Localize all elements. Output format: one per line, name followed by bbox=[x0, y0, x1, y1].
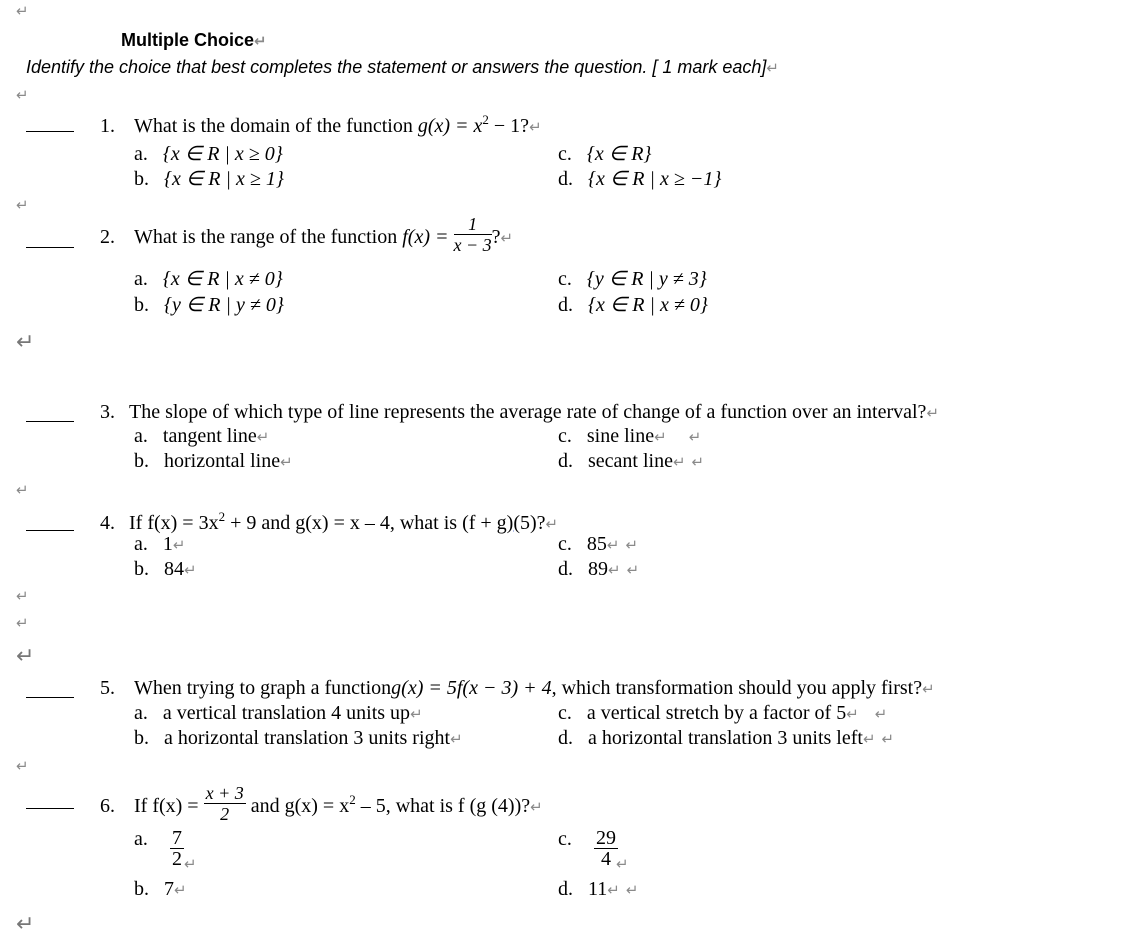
paragraph-mark: ↵ bbox=[862, 730, 876, 748]
question-text: The slope of which type of line represents the average rate of change of a function over an interval? bbox=[129, 401, 927, 423]
answer-blank[interactable] bbox=[26, 697, 74, 698]
choice-label: a. bbox=[134, 425, 148, 447]
choice-b[interactable] bbox=[134, 558, 197, 581]
paragraph-mark: ↵ bbox=[16, 644, 35, 669]
choice-label: c. bbox=[558, 268, 572, 290]
paragraph-mark: ↵ bbox=[184, 855, 197, 873]
choice-text: {x ∈ R | x ≥ −1} bbox=[588, 168, 722, 190]
paragraph-mark: ↵ bbox=[184, 561, 197, 579]
paragraph-mark: ↵ bbox=[625, 881, 639, 899]
section-title bbox=[121, 30, 267, 51]
question-text: If f(x) = bbox=[134, 795, 199, 817]
choice-text: {x ∈ R | x ≥ 0} bbox=[162, 143, 283, 165]
choice-label: a. bbox=[134, 533, 148, 555]
choice-a[interactable] bbox=[134, 828, 148, 851]
choice-label: d. bbox=[558, 558, 573, 580]
choice-c[interactable] bbox=[558, 141, 651, 166]
question-number: 1. bbox=[100, 115, 115, 137]
section-title-text: Multiple Choice bbox=[121, 30, 255, 50]
paragraph-mark: ↵ bbox=[16, 196, 29, 214]
choice-c[interactable] bbox=[558, 702, 887, 725]
paragraph-mark: ↵ bbox=[280, 453, 293, 471]
paragraph-mark: ↵ bbox=[874, 705, 888, 723]
choice-b[interactable] bbox=[134, 450, 293, 473]
question-3 bbox=[100, 401, 939, 424]
superscript: 2 bbox=[349, 792, 356, 807]
choice-label: a. bbox=[134, 268, 148, 290]
question-number: 4. bbox=[100, 512, 115, 534]
choice-text: a horizontal translation 3 units right bbox=[164, 727, 451, 749]
paragraph-mark: ↵ bbox=[654, 428, 667, 446]
choice-label: c. bbox=[558, 702, 572, 724]
question-text-end: (5)? bbox=[513, 512, 546, 534]
fraction-denominator: 2 bbox=[220, 803, 230, 824]
question-number: 2. bbox=[100, 226, 115, 248]
choice-d[interactable] bbox=[558, 727, 894, 750]
choice-b[interactable] bbox=[134, 878, 187, 901]
choice-text: 7 bbox=[164, 878, 174, 900]
paragraph-mark: ↵ bbox=[922, 680, 935, 698]
question-text-mid: + 9 and g(x) = x – 4, what is (f + bbox=[225, 512, 497, 534]
choice-c[interactable] bbox=[558, 425, 701, 448]
paragraph-mark: ↵ bbox=[607, 881, 620, 899]
paragraph-mark: ↵ bbox=[410, 705, 423, 723]
fraction-numerator: 7 bbox=[172, 827, 182, 849]
choice-d[interactable] bbox=[558, 450, 704, 473]
paragraph-mark: ↵ bbox=[16, 614, 29, 632]
paragraph-mark: ↵ bbox=[688, 428, 702, 446]
paragraph-mark: ↵ bbox=[545, 515, 559, 533]
paragraph-mark: ↵ bbox=[846, 705, 859, 723]
fraction bbox=[204, 783, 246, 824]
fraction-numerator: x + 3 bbox=[205, 782, 244, 803]
paragraph-mark: ↵ bbox=[16, 757, 29, 775]
paragraph-mark: ↵ bbox=[16, 912, 35, 937]
choice-a[interactable] bbox=[134, 425, 269, 448]
question-text-end: – 5, what is f (g (4))? bbox=[355, 795, 531, 817]
question-text: What is the range of the function bbox=[134, 226, 403, 248]
math-expression: f(x) = bbox=[402, 226, 449, 248]
paragraph-mark: ↵ bbox=[626, 561, 640, 579]
question-2 bbox=[100, 212, 513, 263]
math-expression: g(x) = 5f(x − 3) + 4 bbox=[391, 677, 552, 699]
choice-c[interactable] bbox=[558, 828, 572, 851]
instructions-text: Identify the choice that best completes the statement or answers the question. [ 1 mark each] bbox=[26, 57, 767, 77]
question-1 bbox=[100, 112, 542, 138]
choice-label: b. bbox=[134, 294, 149, 316]
choice-label: b. bbox=[134, 450, 149, 472]
choice-label: d. bbox=[558, 878, 573, 900]
paragraph-mark: ↵ bbox=[625, 536, 639, 554]
choice-text: a vertical stretch by a factor of 5 bbox=[586, 702, 847, 724]
choice-text: a vertical translation 4 units up bbox=[162, 702, 411, 724]
choice-label: b. bbox=[134, 878, 149, 900]
paragraph-mark: ↵ bbox=[174, 881, 187, 899]
choice-b[interactable] bbox=[134, 292, 284, 317]
choice-text: {x ∈ R | x ≥ 1} bbox=[164, 168, 284, 190]
choice-text: {x ∈ R} bbox=[586, 143, 652, 165]
choice-text: {y ∈ R | y ≠ 3} bbox=[586, 268, 707, 290]
choice-text: horizontal line bbox=[164, 450, 281, 472]
answer-blank[interactable] bbox=[26, 530, 74, 531]
choice-a[interactable] bbox=[134, 141, 283, 166]
choice-c-fraction bbox=[594, 828, 618, 869]
choice-text: {y ∈ R | y ≠ 0} bbox=[164, 294, 284, 316]
choice-b[interactable] bbox=[134, 166, 284, 191]
choice-label: d. bbox=[558, 168, 573, 190]
choice-label: b. bbox=[134, 727, 149, 749]
question-4 bbox=[100, 509, 558, 535]
choice-text: {x ∈ R | x ≠ 0} bbox=[162, 268, 283, 290]
question-5 bbox=[100, 677, 935, 700]
answer-blank[interactable] bbox=[26, 421, 74, 422]
math-expression: g(x) = x bbox=[417, 115, 483, 137]
choice-label: a. bbox=[134, 828, 148, 850]
paragraph-mark: ↵ bbox=[530, 798, 543, 816]
paragraph-mark: ↵ bbox=[691, 453, 705, 471]
choice-label: d. bbox=[558, 450, 573, 472]
instructions bbox=[26, 57, 779, 78]
question-6 bbox=[100, 776, 543, 831]
paragraph-mark: ↵ bbox=[16, 330, 35, 355]
paragraph-mark: ↵ bbox=[254, 32, 267, 50]
paragraph-mark: ↵ bbox=[926, 404, 940, 422]
choice-text: tangent line bbox=[162, 425, 257, 447]
choice-label: a. bbox=[134, 143, 148, 165]
choice-text: secant line bbox=[588, 450, 673, 472]
choice-text: sine line bbox=[586, 425, 655, 447]
choice-c[interactable] bbox=[558, 266, 707, 291]
choice-d[interactable] bbox=[558, 166, 721, 191]
choice-c[interactable] bbox=[558, 533, 638, 556]
paragraph-mark: ↵ bbox=[16, 481, 29, 499]
question-text: What is the domain of the function bbox=[134, 115, 418, 137]
paragraph-mark: ↵ bbox=[608, 561, 621, 579]
fraction-numerator: 1 bbox=[454, 214, 492, 235]
question-number: 5. bbox=[100, 677, 115, 699]
answer-blank[interactable] bbox=[26, 808, 74, 809]
underlined-text: g) bbox=[496, 512, 514, 534]
choice-a-fraction bbox=[170, 828, 184, 869]
choice-d[interactable] bbox=[558, 878, 638, 901]
choice-d[interactable] bbox=[558, 558, 639, 581]
choice-text: 85 bbox=[586, 533, 607, 555]
paragraph-mark: ↵ bbox=[450, 730, 463, 748]
choice-a[interactable] bbox=[134, 266, 283, 291]
choice-text: 84 bbox=[164, 558, 184, 580]
paragraph-mark: ↵ bbox=[172, 536, 186, 554]
paragraph-mark: ↵ bbox=[256, 428, 270, 446]
choice-text: 89 bbox=[588, 558, 608, 580]
question-text: If f(x) = 3x bbox=[129, 512, 219, 534]
choice-a[interactable] bbox=[134, 702, 423, 725]
question-text: When trying to graph a function bbox=[134, 677, 392, 699]
answer-blank[interactable] bbox=[26, 131, 74, 132]
superscript: 2 bbox=[482, 112, 489, 127]
choice-label: c. bbox=[558, 425, 572, 447]
choice-a[interactable] bbox=[134, 533, 185, 556]
paragraph-mark: ↵ bbox=[500, 229, 514, 247]
choice-label: c. bbox=[558, 828, 572, 850]
paragraph-mark: ↵ bbox=[16, 86, 29, 104]
choice-text: a horizontal translation 3 units left bbox=[588, 727, 863, 749]
choice-text: 11 bbox=[588, 878, 608, 900]
choice-label: c. bbox=[558, 533, 572, 555]
paragraph-mark: ↵ bbox=[606, 536, 620, 554]
paragraph-mark: ↵ bbox=[766, 59, 779, 77]
question-number: 3. bbox=[100, 401, 115, 423]
question-number: 6. bbox=[100, 795, 115, 817]
fraction-numerator: 29 bbox=[596, 827, 616, 849]
question-text-end: − 1? bbox=[488, 115, 530, 137]
fraction-denominator: 4 bbox=[601, 848, 611, 870]
paragraph-mark: ↵ bbox=[616, 855, 629, 873]
paragraph-mark: ↵ bbox=[16, 2, 29, 20]
choice-label: b. bbox=[134, 558, 149, 580]
fraction bbox=[454, 214, 492, 255]
paragraph-mark: ↵ bbox=[16, 587, 29, 605]
fraction-denominator: 2 bbox=[172, 848, 182, 870]
answer-blank[interactable] bbox=[26, 247, 74, 248]
question-text-end: , which transformation should you apply first? bbox=[551, 677, 923, 699]
paragraph-mark: ↵ bbox=[672, 453, 686, 471]
paragraph-mark: ↵ bbox=[529, 118, 542, 136]
choice-text: {x ∈ R | x ≠ 0} bbox=[588, 294, 708, 316]
choice-text: 1 bbox=[162, 533, 173, 555]
choice-label: d. bbox=[558, 727, 573, 749]
choice-d[interactable] bbox=[558, 292, 708, 317]
choice-label: c. bbox=[558, 143, 572, 165]
question-text-mid: and g(x) = x bbox=[250, 795, 350, 817]
question-text-end: ? bbox=[491, 226, 501, 248]
choice-label: a. bbox=[134, 702, 148, 724]
fraction-denominator: x − 3 bbox=[453, 234, 492, 255]
paragraph-mark: ↵ bbox=[881, 730, 895, 748]
choice-label: d. bbox=[558, 294, 573, 316]
choice-label: b. bbox=[134, 168, 149, 190]
superscript: 2 bbox=[218, 509, 226, 524]
choice-b[interactable] bbox=[134, 727, 463, 750]
